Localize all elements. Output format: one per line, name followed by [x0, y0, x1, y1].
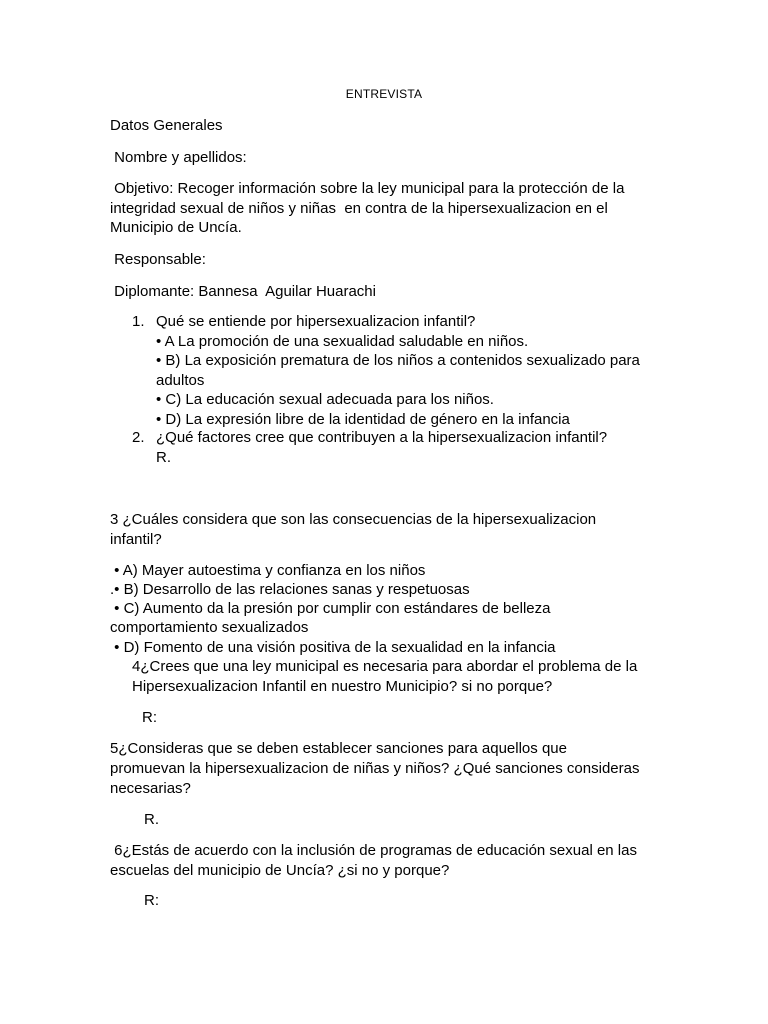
q6-question-line-2: escuelas del municipio de Uncía? ¿si no y porque? [110, 861, 450, 879]
q3-option-a: • A) Mayer autoestima y confianza en los niños [110, 562, 426, 579]
section-heading: Datos Generales [110, 117, 223, 134]
document-title: ENTREVISTA [345, 87, 423, 101]
responsible-label: Responsable: [110, 251, 206, 268]
q2-answer: R. [156, 448, 171, 466]
q3-option-c-cont: comportamiento sexualizados [110, 619, 309, 636]
q6-question-line-1: 6¿Estás de acuerdo con la inclusión de programas de educación sexual en las [110, 842, 637, 859]
q3-question-line-1: 3 ¿Cuáles considera que son las consecuencias de la hipersexualizacion [110, 511, 597, 528]
q1-option-b-cont: adultos [156, 371, 205, 389]
q5-answer: R. [144, 811, 159, 828]
q1-question: Qué se entiende por hipersexualizacion infantil? [156, 313, 476, 330]
q4-question-line-1: 4¿Crees que una ley municipal es necesaria para abordar el problema de la [132, 658, 638, 675]
diplomante-line: Diplomante: Bannesa Aguilar Huarachi [110, 283, 376, 300]
q1-option-a: • A La promoción de una sexualidad saludable en niños. [156, 332, 529, 350]
q4-question-line-2: Hipersexualizacion Infantil en nuestro Municipio? si no porque? [132, 677, 553, 695]
q1-option-b: • B) La exposición prematura de los niños a contenidos sexualizado para [156, 352, 640, 369]
q1-option-d: • D) La expresión libre de la identidad de género en la infancia [156, 410, 570, 428]
q5-question-line-1: 5¿Consideras que se deben establecer sanciones para aquellos que [110, 740, 567, 757]
name-field-label: Nombre y apellidos: [110, 149, 247, 166]
q3-question-line-2: infantil? [110, 530, 162, 548]
objective-line-3: Municipio de Uncía. [110, 219, 242, 236]
q4-answer: R: [142, 709, 157, 726]
objective-line-1: Objetivo: Recoger información sobre la ley municipal para la protección de la [110, 180, 625, 197]
q5-question-line-2: promuevan la hipersexualizacion de niñas y niños? ¿Qué sanciones consideras [110, 760, 640, 777]
q2-question: ¿Qué factores cree que contribuyen a la hipersexualizacion infantil? [156, 429, 608, 446]
q5-question-line-3: necesarias? [110, 779, 191, 797]
q6-answer: R: [144, 892, 159, 909]
q3-option-c: • C) Aumento da la presión por cumplir con estándares de belleza [110, 600, 551, 617]
objective-line-2: integridad sexual de niños y niñas en contra de la hipersexualizacion en el [110, 199, 608, 217]
q3-option-b: .• B) Desarrollo de las relaciones sanas y respetuosas [110, 581, 470, 598]
q1-option-c: • C) La educación sexual adecuada para los niños. [156, 391, 494, 408]
q3-option-d: • D) Fomento de una visión positiva de la sexualidad en la infancia [110, 638, 556, 656]
q1-number: 1. [132, 313, 145, 330]
q2-number: 2. [132, 429, 145, 446]
